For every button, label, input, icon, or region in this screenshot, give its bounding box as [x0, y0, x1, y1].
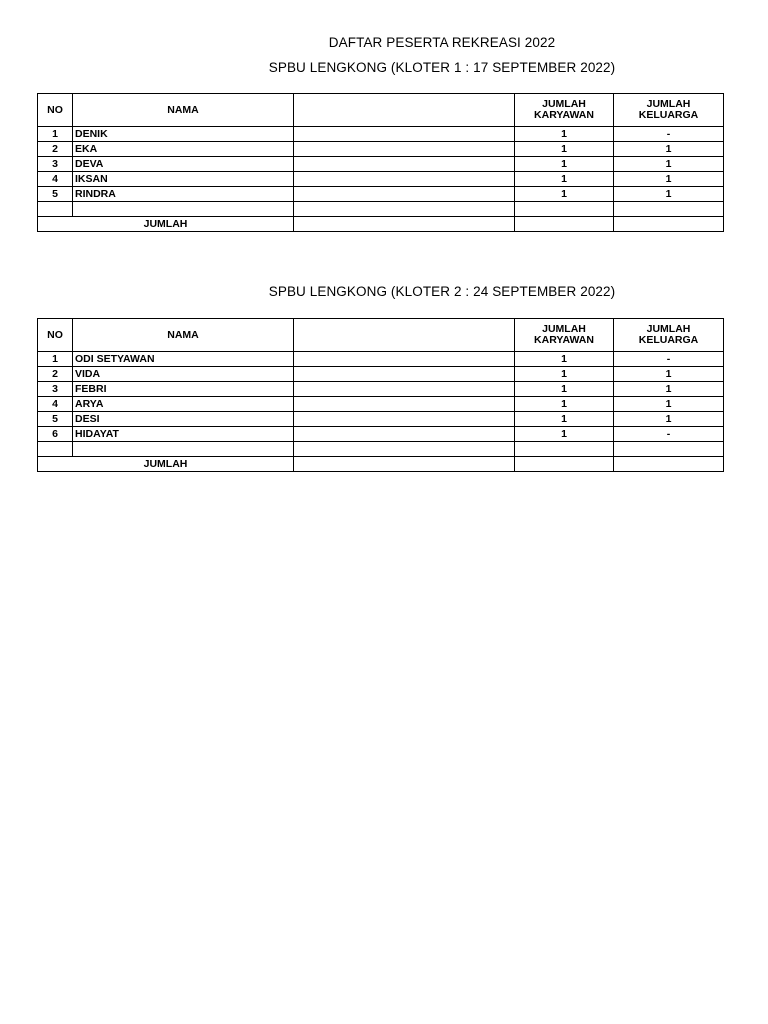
header-nama: NAMA: [73, 94, 294, 127]
header-jumlah-keluarga: JUMLAH KELUARGA: [614, 319, 724, 352]
row-nama: VIDA: [73, 367, 294, 382]
table-header-row: [38, 319, 724, 352]
row-keluarga: 1: [614, 187, 724, 202]
row-nama: IKSAN: [73, 172, 294, 187]
header-jumlah-karyawan: JUMLAH KARYAWAN: [515, 319, 614, 352]
header-blank: [294, 319, 515, 352]
row-no: 6: [38, 427, 73, 442]
row-blank: [294, 172, 515, 187]
row-no: 5: [38, 412, 73, 427]
row-karyawan: 1: [515, 382, 614, 397]
kloter-1-table: [37, 93, 724, 232]
table-row: [38, 172, 724, 187]
row-nama: ODI SETYAWAN: [73, 352, 294, 367]
row-nama: DESI: [73, 412, 294, 427]
row-karyawan: 1: [515, 352, 614, 367]
row-no: 3: [38, 382, 73, 397]
table-row: [38, 352, 724, 367]
row-karyawan: 1: [515, 427, 614, 442]
total-row: [38, 457, 724, 472]
row-karyawan: 1: [515, 127, 614, 142]
table-row: [38, 142, 724, 157]
row-keluarga: 1: [614, 367, 724, 382]
row-keluarga: 1: [614, 172, 724, 187]
header-blank: [294, 94, 515, 127]
row-karyawan: 1: [515, 397, 614, 412]
row-karyawan: 1: [515, 367, 614, 382]
table-row: [38, 127, 724, 142]
table-row: [38, 397, 724, 412]
row-karyawan: 1: [515, 142, 614, 157]
row-nama: RINDRA: [73, 187, 294, 202]
row-karyawan: 1: [515, 412, 614, 427]
kloter-2-title: SPBU LENGKONG (KLOTER 2 : 24 SEPTEMBER 2022): [268, 284, 616, 299]
header-no: NO: [38, 319, 73, 352]
kloter-1-title: SPBU LENGKONG (KLOTER 1 : 17 SEPTEMBER 2022): [268, 60, 616, 75]
table-row: [38, 367, 724, 382]
row-blank: [294, 352, 515, 367]
row-no: 3: [38, 157, 73, 172]
row-karyawan: 1: [515, 172, 614, 187]
row-blank: [294, 382, 515, 397]
row-no: 4: [38, 172, 73, 187]
row-keluarga: -: [614, 427, 724, 442]
header-jumlah-karyawan: JUMLAH KARYAWAN: [515, 94, 614, 127]
row-blank: [294, 127, 515, 142]
row-blank: [294, 397, 515, 412]
row-no: 2: [38, 367, 73, 382]
row-no: 1: [38, 352, 73, 367]
total-label: JUMLAH: [38, 457, 294, 472]
empty-row: [38, 442, 724, 457]
row-karyawan: 1: [515, 157, 614, 172]
row-nama: DEVA: [73, 157, 294, 172]
table-row: [38, 157, 724, 172]
row-nama: HIDAYAT: [73, 427, 294, 442]
row-nama: DENIK: [73, 127, 294, 142]
document-title: DAFTAR PESERTA REKREASI 2022: [328, 35, 556, 50]
table-row: [38, 382, 724, 397]
table-row: [38, 427, 724, 442]
header-jumlah-keluarga: JUMLAH KELUARGA: [614, 94, 724, 127]
row-blank: [294, 412, 515, 427]
row-blank: [294, 142, 515, 157]
table-row: [38, 412, 724, 427]
row-no: 4: [38, 397, 73, 412]
row-keluarga: 1: [614, 397, 724, 412]
row-blank: [294, 187, 515, 202]
table-row: [38, 187, 724, 202]
row-keluarga: 1: [614, 142, 724, 157]
row-blank: [294, 157, 515, 172]
row-no: 1: [38, 127, 73, 142]
row-keluarga: 1: [614, 382, 724, 397]
table-header-row: [38, 94, 724, 127]
row-keluarga: 1: [614, 157, 724, 172]
header-no: NO: [38, 94, 73, 127]
row-nama: EKA: [73, 142, 294, 157]
kloter-2-table: [37, 318, 724, 472]
row-no: 5: [38, 187, 73, 202]
total-label: JUMLAH: [38, 217, 294, 232]
row-keluarga: -: [614, 352, 724, 367]
row-blank: [294, 367, 515, 382]
row-blank: [294, 427, 515, 442]
row-nama: FEBRI: [73, 382, 294, 397]
row-keluarga: 1: [614, 412, 724, 427]
header-nama: NAMA: [73, 319, 294, 352]
total-row: [38, 217, 724, 232]
empty-row: [38, 202, 724, 217]
row-no: 2: [38, 142, 73, 157]
row-nama: ARYA: [73, 397, 294, 412]
row-karyawan: 1: [515, 187, 614, 202]
row-keluarga: -: [614, 127, 724, 142]
